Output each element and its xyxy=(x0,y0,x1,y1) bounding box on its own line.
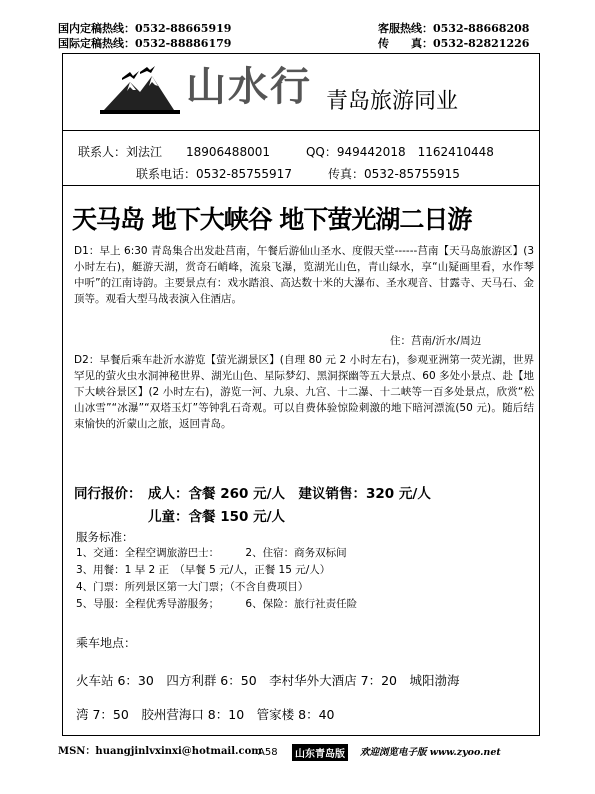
day2-itinerary: D2：早餐后乘车赴沂水游览【萤光湖景区】(自理 80 元 2 小时左右)，参观亚洲第一荧光湖，世界罕见的萤火虫水洞神秘世界、湖光山色、星际梦幻、黑洞探幽等五大景点、60 多处小景点、赴【地下大峡谷景区】(2 小时左右)，游览一河、九泉、九宫、十二瀑、十二峡等一百多处景点，欣赏“松山冰雪”“冰瀑”“双塔玉灯”等钟乳石奇观。可以自费体验惊险刺激的地下暗河漂流(50 元)。随后结束愉快的沂蒙山之旅，返回青岛。 xyxy=(74,354,534,430)
pickup-line-1: 火车站 6：30 四方利群 6：50 李村华外大酒店 7：20 城阳渤海 xyxy=(76,673,460,688)
service-hotline: 客服热线：0532-88668208 xyxy=(378,22,530,35)
mountain-logo-icon xyxy=(100,60,190,120)
footer-slogan: 欢迎浏览电子版 www.zyoo.net xyxy=(360,747,501,758)
divider xyxy=(62,130,540,131)
brand-logo-text: 山水行 xyxy=(186,63,312,110)
contact-line-1: 联系人：刘法江 18906488001 QQ：949442018 1162410448 xyxy=(78,145,494,159)
day1-itinerary: D1：早上 6:30 青岛集合出发赴莒南，午餐后游仙山圣水、度假天堂------莒南【天马岛旅游区】(3 小时左右)，艇游天湖，赏奇石峭峰，流泉飞瀑，览湖光山色，青山绿水，享“山疑画里看，水作琴中听”的江南诗韵。主要景点有：戏水踏浪、高达数十米的大瀑布、圣水观音、甘露寺、天马石、金顶等。观看大型马战表演入住酒店。 xyxy=(74,245,534,305)
child-price: 儿童：含餐 150 元/人 xyxy=(148,509,286,525)
agency-name: 青岛旅游同业 xyxy=(326,89,459,114)
adult-price: 成人：含餐 260 元/人 建议销售：320 元/人 xyxy=(148,486,431,502)
accommodation-note: 住：莒南/沂水/周边 xyxy=(390,335,482,347)
price-label: 同行报价： xyxy=(74,486,142,502)
service-item: 1、交通：全程空调旅游巴士： 2、住宿：商务双标间 xyxy=(76,547,347,559)
pickup-heading: 乘车地点： xyxy=(76,636,137,650)
contact-line-2: 联系电话：0532-85755917 传真：0532-85755915 xyxy=(136,167,460,181)
edition-badge: 山东青岛版 xyxy=(292,744,348,761)
domestic-hotline: 国内定稿热线：0532-88665919 xyxy=(58,22,232,35)
service-heading: 服务标准： xyxy=(76,530,134,544)
divider xyxy=(62,185,540,186)
fax-number: 传 真：0532-82821226 xyxy=(378,37,530,50)
footer-msn: MSN：huangjinlvxinxi@hotmail.com xyxy=(58,746,262,757)
pickup-line-2: 湾 7：50 胶州营海口 8：10 管家楼 8：40 xyxy=(76,707,335,722)
service-item: 4、门票：所列景区第一大门票；（不含自费项目） xyxy=(76,581,309,593)
service-item: 5、导服：全程优秀导游服务； 6、保险：旅行社责任险 xyxy=(76,598,358,610)
international-hotline: 国际定稿热线：0532-88886179 xyxy=(58,37,232,50)
page-number: A58 xyxy=(258,747,278,758)
tour-title: 天马岛 地下大峡谷 地下萤光湖二日游 xyxy=(72,205,472,234)
service-item: 3、用餐：1 早 2 正 （早餐 5 元/人，正餐 15 元/人） xyxy=(76,564,331,576)
